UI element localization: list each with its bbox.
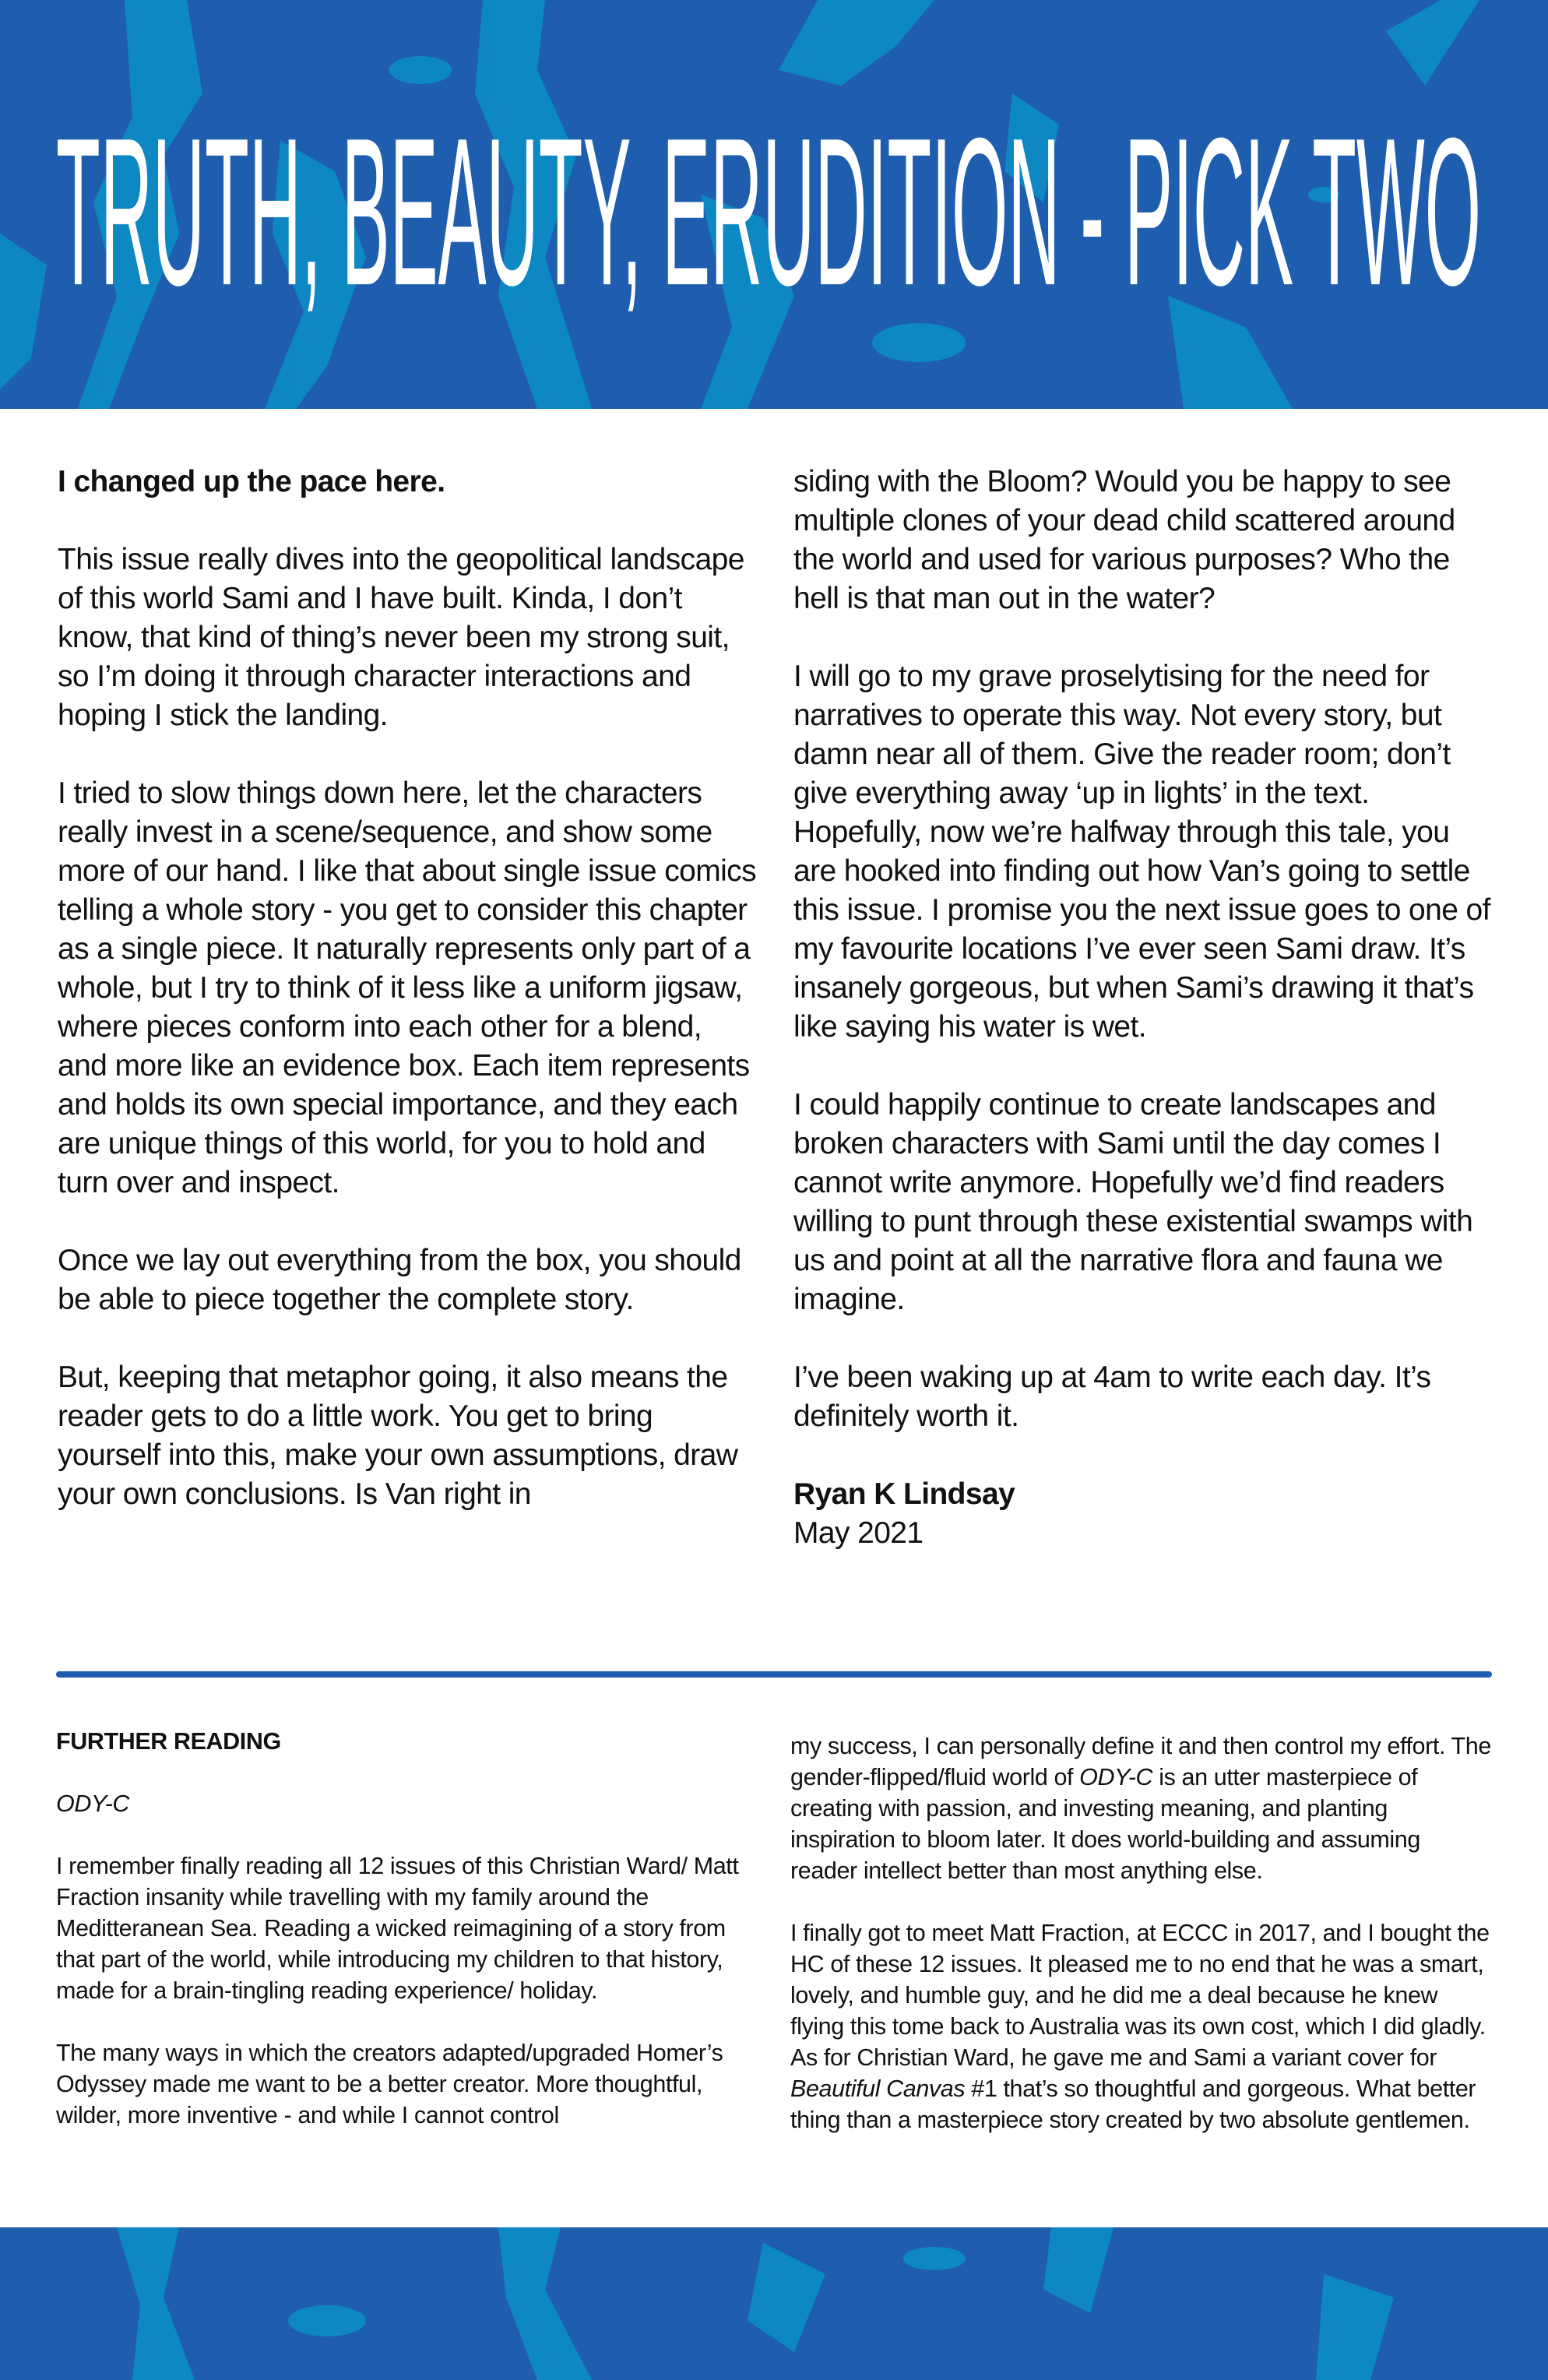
text-run: #1 that’s so thoughtful and gorgeous. What better thing than a masterpiece story created by two absolute gentlemen. bbox=[790, 2075, 1476, 2133]
essay-paragraph: This issue really dives into the geopolitical landscape of this world Sami and I have built. Kinda, I don’t know, that kind of thing’s never been my strong suit, so I’m doing it through character interactions and hoping I stick the landing. bbox=[58, 543, 744, 732]
further-reading-heading: FURTHER READING bbox=[56, 1728, 281, 1755]
paint-splash-texture bbox=[0, 2227, 1548, 2380]
footer-banner bbox=[0, 2227, 1548, 2380]
section-divider bbox=[56, 1671, 1492, 1678]
essay-paragraph: I tried to slow things down here, let the characters really invest in a scene/sequence, and show some more of our hand. I like that about single issue comics telling a whole story - you get to consider this chapter as a single piece. It naturally represents only part of a whole, but I try to think of it less like a uniform jigsaw, where pieces conform into each other for a blend, and more like an evidence box. Each item represents and holds its own special importance, and they each are unique things of this world, for you to hold and turn over and inspect. bbox=[58, 776, 756, 1199]
text-run: my success, I can personally define it and then control my effort. The gender-flipped/fluid world of bbox=[790, 1733, 1491, 1790]
text-run: is an utter masterpiece of creating with passion, and investing meaning, and planting inspiration to bloom later. It does world-building and assuming reader intellect better than most anything else. bbox=[790, 1764, 1420, 1884]
further-reading-paragraph bbox=[790, 1917, 1491, 2135]
book-title-inline: Beautiful Canvas bbox=[790, 2075, 966, 2102]
further-reading-paragraph bbox=[790, 1730, 1491, 1886]
book-title: ODY-C bbox=[56, 1790, 130, 1817]
title-container bbox=[0, 0, 1548, 409]
header-banner bbox=[0, 0, 1548, 409]
further-reading-paragraph: The many ways in which the creators adapted/upgraded Homer’s Odyssey made me want to be a better creator. More thoughtful, wilder, more inventive - and while I cannot control bbox=[56, 2040, 723, 2128]
signature bbox=[793, 1475, 1498, 1553]
text-run: I finally got to meet Matt Fraction, at ECCC in 2017, and I bought the HC of these 12 issues. It pleased me to no end that he was a smart, lovely, and humble guy, and he did me a deal because he knew flying this tome back to Australia was its own cost, which I did gladly. As for Christian Ward, he gave me and Sami a variant cover for bbox=[790, 1920, 1490, 2071]
book-title-inline: ODY-C bbox=[1079, 1764, 1153, 1790]
essay-paragraph: I will go to my grave proselytising for the need for narratives to operate this way. Not every story, but damn near all of them. Give the reader room; don’t give everything away ‘up in lights’ in the text. Hopefully, now we’re halfway through this tale, you are hooked into finding out how Van’s going to settle this issue. I promise you the next issue goes to one of my favourite locations I’ve ever seen Sami draw. It’s insanely gorgeous, but when Sami’s drawing it that’s like saying his water is wet. bbox=[793, 660, 1490, 1044]
essay-paragraph: Once we lay out everything from the box, you should be able to piece together the complete story. bbox=[58, 1244, 741, 1316]
essay-paragraph: siding with the Bloom? Would you be happy to see multiple clones of your dead child scattered around the world and used for various purposes? Who the hell is that man out in the water? bbox=[793, 465, 1455, 615]
further-reading-left-column bbox=[56, 1726, 749, 2162]
further-reading-paragraph: I remember finally reading all 12 issues of this Christian Ward/ Matt Fraction insanity while travelling with my family around the Meditteranean Sea. Reading a wicked reimagining of a story from that part of the world, while introducing my children to that history, made for a brain-tingling reading experience/ holiday. bbox=[56, 1853, 739, 2004]
essay-paragraph: I’ve been waking up at 4am to write each day. It’s definitely worth it. bbox=[793, 1361, 1431, 1433]
essay-paragraph: But, keeping that metaphor going, it also means the reader gets to do a little work. You get to bring yourself into this, make your own assumptions, draw your own conclusions. Is Van right in bbox=[58, 1361, 738, 1511]
essay-lead: I changed up the pace here. bbox=[58, 465, 445, 498]
essay-paragraph: I could happily continue to create landscapes and broken characters with Sami until the day comes I cannot write anymore. Hopefully we’d find readers willing to punt through these existential swamps with us and point at all the narrative flora and fauna we imagine. bbox=[793, 1088, 1473, 1316]
signature-date: May 2021 bbox=[793, 1516, 924, 1550]
further-reading-right-column bbox=[790, 1730, 1491, 2167]
author-name: Ryan K Lindsay bbox=[793, 1477, 1015, 1511]
page-title: TRUTH, BEAUTY, ERUDITION - PICK TWO bbox=[56, 95, 1481, 329]
essay-left-column bbox=[58, 463, 758, 1553]
essay-right-column bbox=[793, 463, 1498, 1592]
